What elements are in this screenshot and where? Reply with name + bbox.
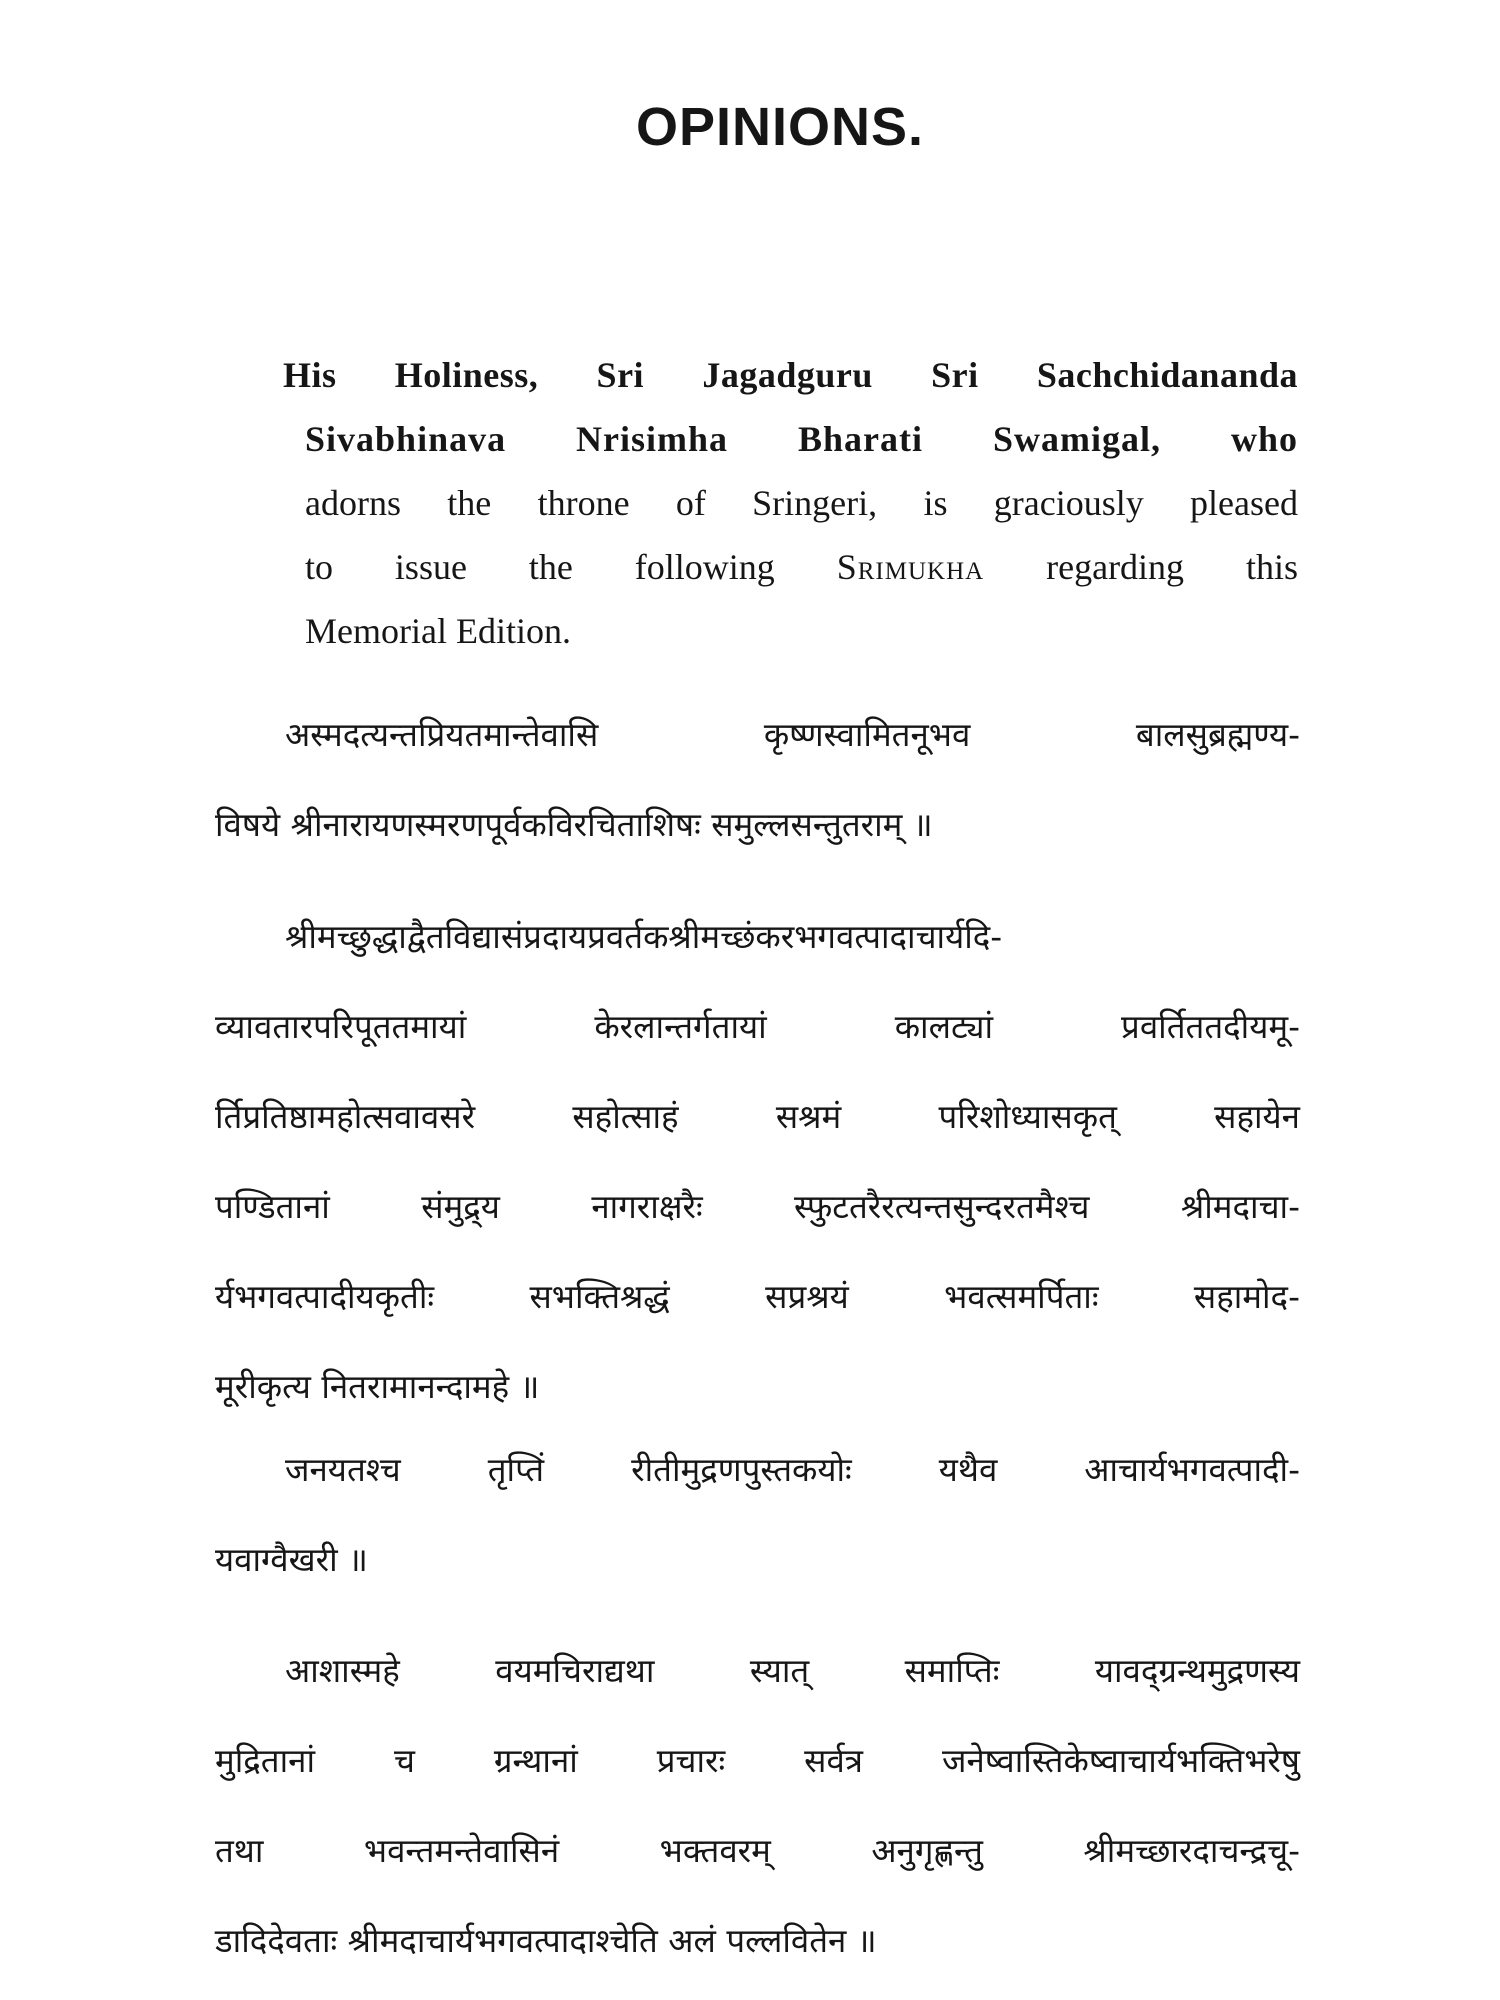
sanskrit-line: तथा भवन्तमन्तेवासिनं भक्तवरम् अनुगृह्णन्तु श्रीमच्छारदाचन्द्रचू-: [215, 1831, 1300, 1870]
srimukha-term: Srimukha: [836, 547, 985, 587]
intro-text: regarding this: [1046, 547, 1299, 587]
sanskrit-paragraph: [215, 1626, 1300, 1986]
sanskrit-line: जनयतश्च तृप्तिं रीतीमुद्रणपुस्तकयोः यथैव आचार्यभगवत्पादी-: [285, 1450, 1300, 1489]
intro-line: Sivabhinava Nrisimha Bharati Swamigal, who: [305, 419, 1298, 459]
sanskrit-line: यवाग्वैखरी ॥: [215, 1540, 368, 1579]
sanskrit-paragraph: [215, 892, 1300, 1432]
sanskrit-line: श्रीमच्छुद्धाद्वैतविद्यासंप्रदायप्रवर्तकश्रीमच्छंकरभगवत्पादाचार्यदि-: [285, 917, 1003, 956]
intro-paragraph: [283, 343, 1298, 663]
sanskrit-paragraph: [215, 1425, 1300, 1605]
sanskrit-line: र्तिप्रतिष्ठामहोत्सवावसरे सहोत्साहं सश्रमं परिशोध्यासकृत् सहायेन: [215, 1097, 1300, 1136]
sanskrit-line: अस्मदत्यन्तप्रियतमान्तेवासि कृष्णस्वामितनूभव बालसुब्रह्मण्य-: [285, 715, 1300, 754]
sanskrit-line: विषये श्रीनारायणस्मरणपूर्वकविरचिताशिषः समुल्लसन्तुतराम् ॥: [215, 805, 933, 844]
sanskrit-line: आशास्महे वयमचिराद्यथा स्यात् समाप्तिः यावद्ग्रन्थमुद्रणस्य: [285, 1651, 1300, 1690]
intro-line: adorns the throne of Sringeri, is graciously pleased: [305, 483, 1298, 523]
sanskrit-line: मूरीकृत्य नितरामानन्दामहे ॥: [215, 1367, 540, 1406]
page-title: OPINIONS.: [635, 97, 925, 157]
intro-line: His Holiness, Sri Jagadguru Sri Sachchidananda: [283, 355, 1298, 395]
sanskrit-line: व्यावतारपरिपूततमायां केरलान्तर्गतायां कालट्यां प्रवर्तिततदीयमू-: [215, 1007, 1300, 1046]
sanskrit-paragraph: [215, 690, 1300, 870]
intro-line: Memorial Edition.: [305, 611, 571, 651]
intro-line: [283, 535, 1298, 599]
sanskrit-line: मुद्रितानां च ग्रन्थानां प्रचारः सर्वत्र जनेष्वास्तिकेष्वाचार्यभक्तिभरेषु: [215, 1741, 1300, 1780]
intro-text: to issue the following: [305, 547, 775, 587]
sanskrit-line: डादिदेवताः श्रीमदाचार्यभगवत्पादाश्चेति अलं पल्लवितेन ॥: [215, 1921, 877, 1960]
sanskrit-line: पण्डितानां संमुद्र्य नागराक्षरैः स्फुटतरैरत्यन्तसुन्दरतमैश्च श्रीमदाचा-: [215, 1187, 1300, 1226]
sanskrit-line: र्यभगवत्पादीयकृतीः सभक्तिश्रद्धं सप्रश्रयं भवत्समर्पिताः सहामोद-: [215, 1277, 1300, 1316]
